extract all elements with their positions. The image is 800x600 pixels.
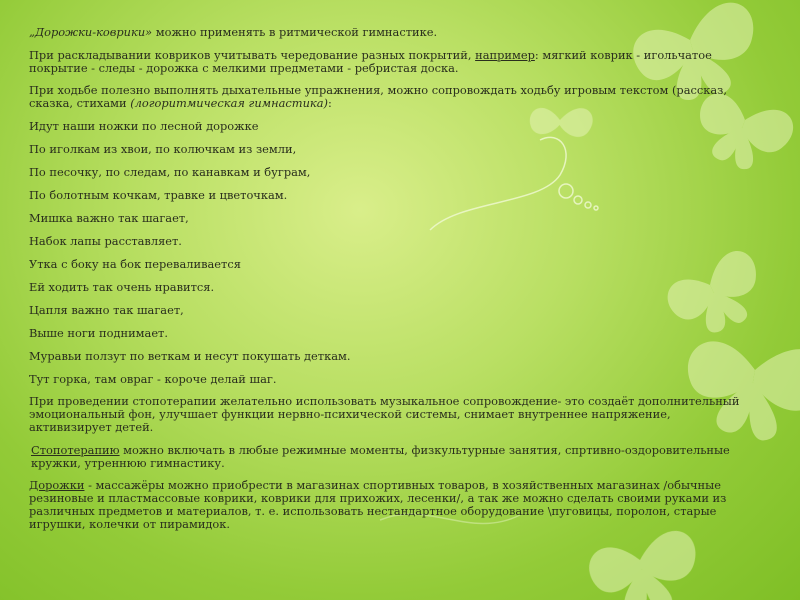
intro-title: „Дорожки-коврики» xyxy=(29,25,153,39)
verse-line: По болотным кочкам, травке и цветочкам. xyxy=(29,188,288,202)
breathing-text: При ходьбе полезно выполнять дыхательные упражнения, можно сопровождать ходьбу игровым текстом (рассказ, сказка, стихами xyxy=(29,83,727,110)
paragraph-paths xyxy=(29,479,749,531)
foot-therapy-text: можно включать в любые режимные моменты, физкультурные занятия, спртивно-оздоровительные кружки, утреннюю гимнастику. xyxy=(31,443,730,470)
paths-term: Дорожки xyxy=(29,478,85,492)
verse-line: Выше ноги поднимает. xyxy=(29,326,168,340)
verse-line: По песочку, по следам, по канавкам и буграм, xyxy=(29,165,311,179)
logorhythmic-note: (логоритмическая гимнастика) xyxy=(130,96,328,110)
verse-line: Муравьи ползут по веткам и несут покушать деткам. xyxy=(29,349,351,363)
verse-line: По иголкам из хвои, по колючкам из земли, xyxy=(29,142,297,156)
paragraph-intro xyxy=(29,26,749,39)
paragraph-sequence xyxy=(29,49,749,75)
verse-line: Цапля важно так шагает, xyxy=(29,303,184,317)
paragraph-breathing xyxy=(29,84,749,110)
sequence-text: При раскладывании ковриков учитывать чередование разных покрытий, xyxy=(29,48,476,62)
breathing-text-end: : xyxy=(327,96,332,110)
intro-text: можно применять в ритмической гимнастике. xyxy=(152,25,438,39)
verse-line: Утка с боку на бок переваливается xyxy=(29,257,241,271)
paragraph-foot-therapy xyxy=(29,444,749,470)
verse-line: Тут горка, там овраг - короче делай шаг. xyxy=(29,372,277,386)
sequence-text-end: : мягкий коврик - игольчатое покрытие - следы - дорожка с мелкими предметами - ребристая доска. xyxy=(29,48,712,75)
verse-line: Мишка важно так шагает, xyxy=(29,211,189,225)
verse-line: Идут наши ножки по лесной дорожке xyxy=(29,119,259,133)
paths-text: - массажёры можно приобрести в магазинах спортивных товаров, в хозяйственных магазинах /обычные резиновые и пластмассовые коврики, коврики для прихожих, лесенки/, а так же можно сделать своими руками из различных предметов и материалов, т. е. использовать нестандартное оборудование \пуговицы, поролон, старые игрушки, колечки от пирамидок. xyxy=(29,478,727,531)
verse-line: Ей ходить так очень нравится. xyxy=(29,280,215,294)
paragraph-music: При проведении стопотерапии желательно использовать музыкальное сопровождение- это создаёт дополнительный эмоциональный фон, улучшает функции нервно-психической системы, снимает внутреннее напряжение, активизирует детей. xyxy=(29,394,740,434)
underlined-example: например xyxy=(475,48,535,62)
butterfly-icon xyxy=(585,528,704,600)
slide-content xyxy=(29,26,749,531)
foot-therapy-term: Стопотерапию xyxy=(31,443,120,457)
verse-line: Набок лапы расставляет. xyxy=(29,234,182,248)
